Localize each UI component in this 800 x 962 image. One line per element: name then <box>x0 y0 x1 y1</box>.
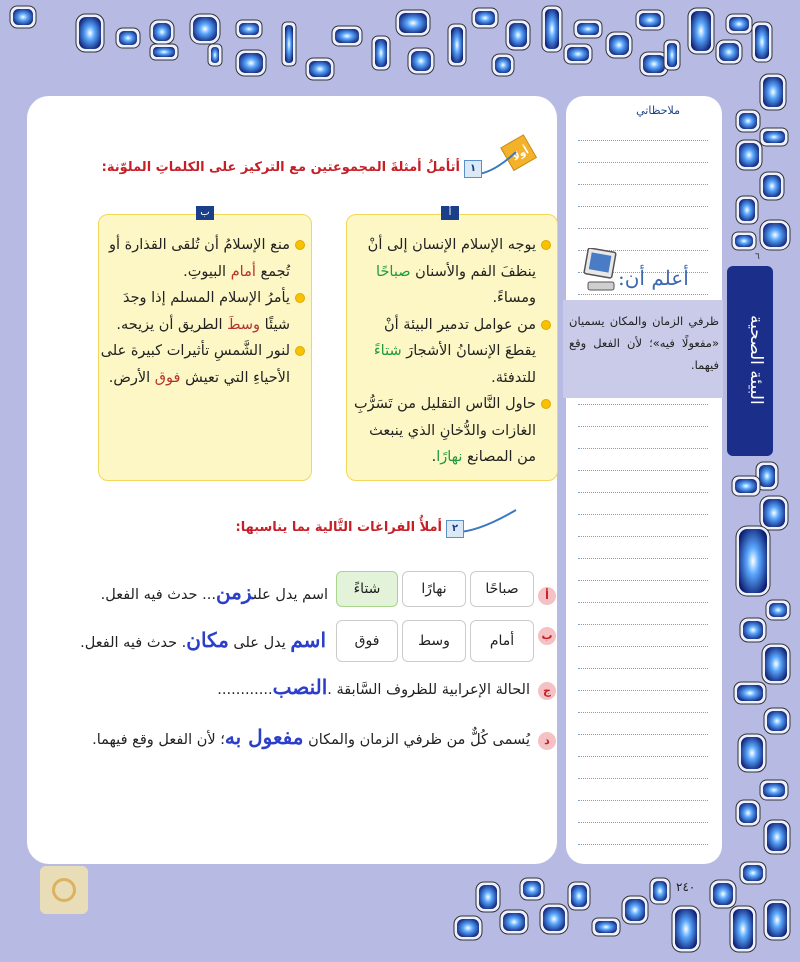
notes-line <box>578 602 708 603</box>
highlighted-word: أمام <box>230 263 256 280</box>
decor-pill-glow <box>713 883 733 905</box>
section1-heading <box>102 160 482 178</box>
item-text-end: ومساءً. <box>492 290 536 306</box>
decor-pill-glow <box>653 881 667 901</box>
decor-pill-glow <box>769 603 787 617</box>
decor-pill-glow <box>765 647 787 681</box>
decor-pill-glow <box>763 499 785 527</box>
highlighted-word: نهارًا <box>436 449 463 465</box>
decor-pill-glow <box>739 113 757 129</box>
item-a-answer: زمن <box>215 580 253 604</box>
notes-line <box>578 558 708 559</box>
decor-pill-glow <box>545 9 559 49</box>
notes-line <box>578 162 708 163</box>
group-b-label: ب <box>196 206 214 220</box>
group_b-item <box>100 285 304 338</box>
notes-line <box>578 690 708 691</box>
decor-pill-glow <box>495 57 511 73</box>
notes-line <box>578 822 708 823</box>
decor-pill-glow <box>755 25 769 59</box>
publisher-logo <box>40 866 88 914</box>
decor-pill-glow <box>763 783 785 797</box>
word-box-b2: وسط <box>402 620 466 662</box>
decor-pill-glow <box>567 47 589 61</box>
info-text: ظرفي الزمان والمكان يسميان «مفعولًا فيه»؛ لأن الفعل وقع فيهما. <box>569 314 719 372</box>
decor-pill-glow <box>763 223 787 247</box>
item-c-sentence <box>217 675 530 699</box>
notes-line <box>578 228 708 229</box>
item-a-before: اسم يدل على <box>252 587 328 603</box>
decor-pill-glow <box>451 27 463 63</box>
decor-pill-glow <box>625 899 645 921</box>
decor-pill-glow <box>523 881 541 897</box>
item-d-letter: د <box>538 732 556 750</box>
notes-line <box>578 140 708 141</box>
unit-title: البيئة الصحية <box>746 315 766 405</box>
notes-line <box>578 778 708 779</box>
notes-line <box>578 844 708 845</box>
item-a-sentence <box>101 580 328 604</box>
decor-pill-glow <box>503 913 525 931</box>
decor-pill-glow <box>739 529 767 593</box>
item-d-after: ؛ لأن الفعل وقع فيهما. <box>92 732 225 748</box>
item-text-end: الأرض. <box>108 369 155 386</box>
page-number: ٢٤٠ <box>676 880 696 894</box>
notes-line <box>578 734 708 735</box>
word-box-a3: شتاءً <box>336 571 398 607</box>
group_a-item <box>350 232 550 312</box>
item-text: من عوامل تدمير البيئة أنْ يقطعَ الإنسانُ الأشجارَ <box>384 316 536 359</box>
notes-line <box>578 646 708 647</box>
decor-pill-glow <box>153 23 171 41</box>
item-c-letter: ج <box>538 682 556 700</box>
item-c-after: ............ <box>217 682 273 698</box>
decor-pill-glow <box>543 907 565 931</box>
decor-pill-glow <box>509 23 527 47</box>
decor-pill-glow <box>285 25 293 63</box>
decor-pill-glow <box>153 47 175 57</box>
decor-pill-glow <box>739 803 757 823</box>
group-a-label: أ <box>441 206 459 220</box>
word-box-a2: نهارًا <box>402 571 466 607</box>
group_a-item <box>350 312 550 392</box>
item-b-answer1: اسم <box>290 628 326 652</box>
item-text-end: الطريق أن يزيحه. <box>116 316 228 333</box>
notes-line <box>578 624 708 625</box>
notes-title: ملاحظاتي <box>636 104 680 117</box>
notes-panel <box>566 96 722 864</box>
highlighted-word: شتاءً <box>373 343 402 359</box>
group-b-list <box>100 232 304 391</box>
decor-pill-glow <box>457 919 479 937</box>
item-b-mid: يدل على <box>233 635 286 651</box>
decor-pill-glow <box>675 909 697 949</box>
notes-line <box>578 800 708 801</box>
notes-line <box>578 514 708 515</box>
item-text: يوجه الإسلام الإنسان إلى أنْ ينظفَ الفم والأسنان <box>367 237 536 280</box>
decor-pill-glow <box>239 53 263 73</box>
decor-pill-glow <box>691 11 711 51</box>
section2-number: ٢ <box>446 520 464 538</box>
item-b-letter: ب <box>538 627 556 645</box>
unit-side-tab <box>727 266 773 456</box>
item-d-sentence <box>92 725 530 749</box>
item-a-after: ... حدث فيه الفعل. <box>100 587 216 603</box>
decor-pill-glow <box>733 909 753 949</box>
notes-line <box>578 712 708 713</box>
section2-heading <box>236 520 464 538</box>
decor-pill-glow <box>639 13 661 27</box>
decor-pill-glow <box>735 235 753 247</box>
decor-pill-glow <box>739 199 755 221</box>
notes-line <box>578 668 708 669</box>
notes-line <box>578 448 708 449</box>
item-b-answer2: مكان <box>186 628 229 652</box>
group_b-item <box>100 338 304 391</box>
notes-line <box>578 206 708 207</box>
notes-line <box>578 404 708 405</box>
item-a-letter: أ <box>538 587 556 605</box>
decor-pill-glow <box>399 13 427 33</box>
notes-line <box>578 580 708 581</box>
decor-pill-glow <box>767 823 787 851</box>
highlighted-word: وسطَ <box>227 316 261 333</box>
decor-pill-glow <box>741 737 763 769</box>
group_b-item <box>100 232 304 285</box>
decor-pill-glow <box>595 921 617 933</box>
unit-number: ٦ <box>755 252 760 262</box>
highlighted-word: صباحًا <box>376 263 411 280</box>
highlighted-word: فوق <box>154 369 181 386</box>
decor-pill-glow <box>719 43 739 61</box>
section2-title: أملأُ الفراغات التَّالية بما يناسبها: <box>235 520 442 535</box>
word-box-a1: صباحًا <box>470 571 534 607</box>
notes-line <box>578 536 708 537</box>
group-a-list <box>350 232 550 471</box>
notes-line <box>578 492 708 493</box>
section1-title: أتأملُ أمثلةَ المجموعتين مع التركيز على الكلماتِ الملوّنة: <box>101 160 460 175</box>
section1-number: ١ <box>464 160 482 178</box>
first-badge-label: أولا <box>510 145 531 164</box>
decor-pill-glow <box>211 47 219 63</box>
notes-line <box>578 470 708 471</box>
decor-pill-glow <box>767 903 787 937</box>
decor-pill-glow <box>729 17 749 31</box>
item-c-before: الحالة الإعرابية للظروف السَّابقة . <box>327 682 530 698</box>
decor-pill-glow <box>375 39 387 67</box>
item-c-answer: النصب <box>272 675 328 699</box>
notes-line <box>578 184 708 185</box>
decor-pill-glow <box>667 43 677 67</box>
decor-pill-glow <box>739 143 759 167</box>
computer-icon <box>572 248 620 296</box>
item-d-answer: مفعول به <box>224 725 304 749</box>
item-text: حاول النَّاس التقليل من تَسَرُّبِ الغازات والدُّخانِ الذي ينبعث من المصانع <box>353 396 536 465</box>
item-text-end: . <box>431 449 437 465</box>
decor-pill-glow <box>79 17 101 49</box>
decor-pill-glow <box>743 865 763 881</box>
decor-pill-glow <box>759 465 775 487</box>
decor-pill-glow <box>571 885 587 907</box>
group_a-item <box>350 391 550 471</box>
notes-line <box>578 756 708 757</box>
word-box-b3: فوق <box>336 620 398 662</box>
decor-pill-glow <box>239 23 259 35</box>
item-d-before: يُسمى كُلٌّ من ظرفي الزمان والمكان <box>308 732 530 748</box>
decor-pill-glow <box>309 61 331 77</box>
decor-pill-glow <box>475 11 495 25</box>
decor-pill-glow <box>577 23 599 35</box>
decor-pill-glow <box>735 479 757 493</box>
decor-pill-glow <box>13 9 33 25</box>
item-text: يأمرُ الإسلام المسلم إذا وجدَ شيئًا <box>122 290 290 333</box>
item-text: لنور الشَّمسِ تأثيرات كبيرة على الأحياءِ التي تعيش <box>100 343 290 386</box>
decor-pill-glow <box>743 621 763 639</box>
decor-pill-glow <box>737 685 763 701</box>
word-box-b1: أمام <box>470 620 534 662</box>
decor-pill-glow <box>119 31 137 45</box>
item-text-end: البيوتِ. <box>183 263 231 280</box>
decor-pill-glow <box>643 55 665 73</box>
decor-pill-glow <box>763 131 785 143</box>
decor-pill-glow <box>609 35 629 55</box>
item-text: منع الإسلامُ أن تُلقى القذارة أو تُجمع <box>109 237 290 280</box>
decor-pill-glow <box>411 51 431 71</box>
decor-pill-glow <box>763 175 781 197</box>
notes-line <box>578 426 708 427</box>
item-text-end: للتدفئة. <box>491 369 536 386</box>
item-b-after: . حدث فيه الفعل. <box>80 635 187 651</box>
decor-pill-glow <box>767 711 787 731</box>
decor-pill-glow <box>479 885 497 909</box>
decor-pill-glow <box>335 29 359 43</box>
item-b-sentence <box>80 628 326 652</box>
decor-pill-glow <box>763 77 783 107</box>
decor-pill-glow <box>193 17 217 41</box>
info-title: أعلم أن: <box>618 266 689 290</box>
